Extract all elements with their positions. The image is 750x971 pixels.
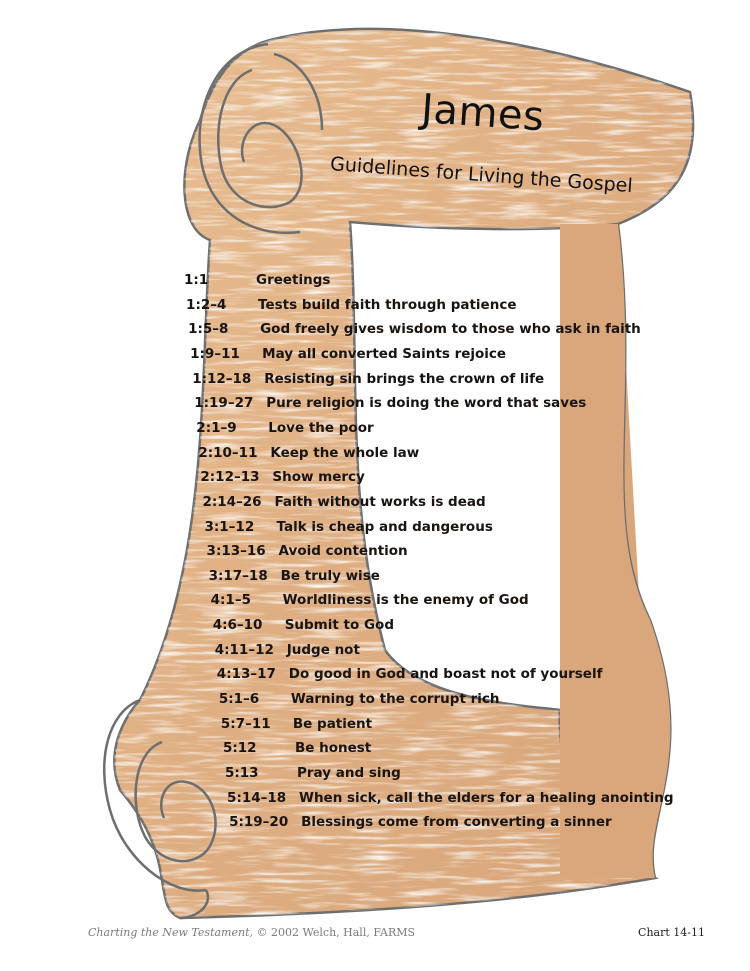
footer-book-title: Charting the New Testament, [88,926,253,939]
verse-reference: 1:2–4 [186,296,227,313]
verse-reference: 1:9–11 [190,345,240,362]
list-item [213,616,394,634]
passage-summary: Be honest [294,740,372,757]
passage-summary: God freely gives wisdom to those who ask in faith [260,321,641,338]
verse-reference: 2:10–11 [198,444,258,461]
verse-reference: 1:1 [184,272,209,288]
verse-reference: 1:12–18 [192,370,252,387]
verse-reference: 5:7–11 [220,715,271,732]
passage-summary: Submit to God [284,617,394,634]
verse-reference: 2:14–26 [202,493,262,510]
verse-reference: 5:14–18 [227,789,287,806]
page-title: James [419,86,546,141]
verse-reference: 1:19–27 [194,395,254,412]
verse-reference: 3:1–12 [204,518,255,535]
verse-reference: 5:12 [222,740,257,757]
list-item [225,764,401,782]
footer-citation [88,926,415,939]
passage-summary: Resisting sin brings the crown of life [264,370,545,387]
list-item [184,271,330,289]
passage-summary: Faith without works is dead [274,493,486,510]
passage-summary: Avoid contention [278,543,408,560]
passage-summary: Pure religion is doing the word that saves [266,395,587,412]
list-item [229,813,612,831]
verse-reference: 1:5–8 [188,321,229,338]
verse-reference: 5:19–20 [229,814,289,831]
verse-reference: 4:6–10 [212,617,263,634]
list-item [207,542,408,560]
passage-summary: Warning to the corrupt rich [290,691,500,708]
verse-reference: 3:13–16 [206,543,266,560]
list-item [194,394,586,412]
verse-reference: 3:17–18 [208,567,268,584]
passage-summary: Be truly wise [280,567,380,584]
passage-summary: Keep the whole law [270,444,420,461]
list-item [200,468,364,486]
verse-reference: 2:1–9 [196,419,237,436]
list-item [190,345,506,363]
verse-reference: 2:12–13 [200,469,260,486]
list-item [211,591,529,609]
list-item [202,493,485,511]
list-item [198,444,419,462]
verse-reference: 4:1–5 [210,592,251,609]
list-item [221,715,372,733]
list-item [186,296,516,314]
verse-reference: 5:13 [225,765,259,781]
list-item [219,690,500,708]
passage-summary: Do good in God and boast not of yourself [288,666,603,683]
passage-summary: Talk is cheap and dangerous [276,518,493,535]
verse-reference: 4:13–17 [216,666,276,683]
passage-summary: Judge not [286,641,360,658]
verse-reference: 5:1–6 [218,691,260,708]
list-item [205,518,493,536]
footer-chart-number: Chart 14-11 [638,926,705,939]
footer-copyright: © 2002 Welch, Hall, FARMS [253,926,416,939]
passage-summary: Worldliness is the enemy of God [282,592,529,609]
page-subtitle: Guidelines for Living the Gospel [329,153,634,198]
passage-summary: Be patient [292,715,373,732]
passage-summary: May all converted Saints rejoice [262,345,507,362]
passage-summary: Love the poor [268,419,374,436]
list-item [196,419,373,437]
verse-reference: 4:11–12 [214,641,274,658]
passage-summary: Blessings come from converting a sinner [301,814,612,831]
passage-summary: Show mercy [272,469,365,486]
list-item [209,567,380,585]
list-item [188,320,641,338]
list-item [217,665,603,683]
passage-summary: Tests build faith through patience [258,296,517,313]
passage-summary: Pray and sing [297,765,401,781]
list-item [192,370,544,388]
list-item [215,641,360,659]
passage-summary: Greetings [256,272,331,288]
passage-summary: When sick, call the elders for a healing anointing [299,789,674,806]
list-item [223,739,371,757]
list-item [227,789,673,807]
